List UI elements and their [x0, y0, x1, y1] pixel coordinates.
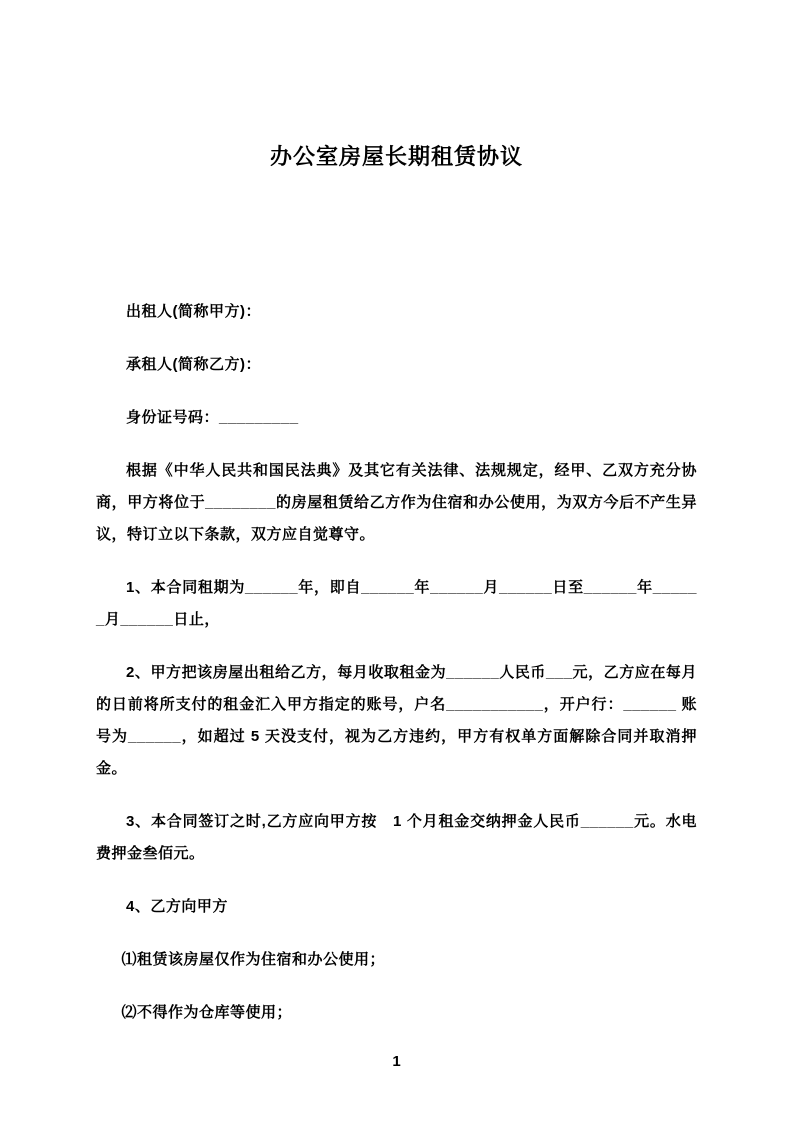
clause-4-heading: 4、乙方向甲方	[126, 898, 228, 915]
page-number: 1	[392, 1053, 401, 1070]
paragraph-preamble: 根据《中华人民共和国民法典》及其它有关法律、法规规定，经甲、乙双方充分协商，甲方将位于________的房屋租赁给乙方作为住宿和办公使用，为双方今后不产生异议，特订立以下条款，双方应自觉尊守。	[96, 462, 697, 543]
paragraph-lessee: 承租人(简称乙方)：	[126, 356, 261, 373]
paragraph-id-number: 身份证号码：_________	[126, 409, 299, 426]
paragraph-lessor: 出租人(简称甲方)：	[126, 303, 261, 320]
clause-3-deposit: 3、本合同签订之时,乙方应向甲方按 1 个月租金交纳押金人民币______元。水电费押金叁佰元。	[96, 813, 697, 862]
clause-4-item-2: ⑵不得作为仓库等使用；	[121, 1004, 293, 1021]
document-title: 办公室房屋长期租赁协议	[269, 144, 523, 169]
clause-4-item-1: ⑴租赁该房屋仅作为住宿和办公使用；	[121, 951, 386, 968]
clause-2-rent-payment: 2、甲方把该房屋出租给乙方，每月收取租金为______人民币___元，乙方应在每月的日前将所支付的租金汇入甲方指定的账号，户名___________，开户行：______ 账号为______，如超过 5 天没支付，视为乙方违约，甲方有权单方面解除合同并取消押金。	[96, 664, 697, 777]
clause-1-lease-term: 1、本合同租期为______年，即自______年______月______日至______年______月______日止，	[96, 579, 697, 628]
